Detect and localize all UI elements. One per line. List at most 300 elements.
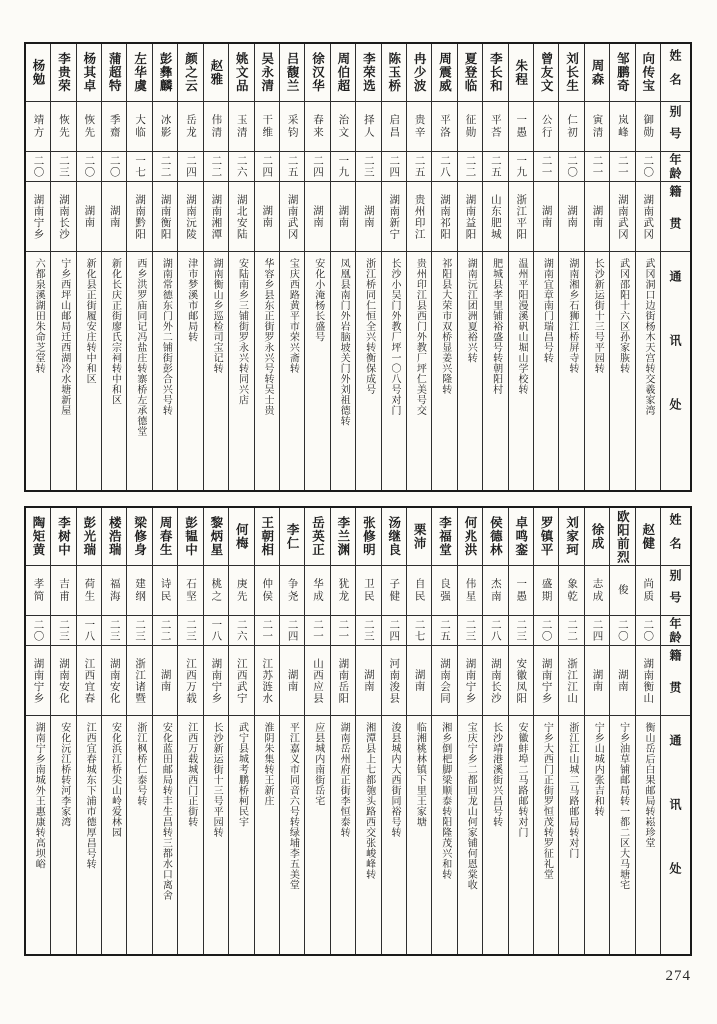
- person-native-place: 湖南安化: [51, 646, 75, 716]
- header-address-label: 通讯处: [661, 252, 690, 490]
- person-native-place: 湖南宁乡: [26, 182, 50, 252]
- person-age: 二〇: [534, 616, 558, 646]
- person-name: 彭韫中: [178, 508, 202, 566]
- person-alias: 俊: [610, 566, 634, 616]
- person-age: 一九: [331, 152, 355, 182]
- person-address: 长沙新运街十三号平园转: [585, 252, 609, 490]
- directory-table-lower: [24, 506, 692, 956]
- person-age: 二〇: [26, 616, 50, 646]
- person-age: 二三: [51, 152, 75, 182]
- person-alias: 建纲: [127, 566, 151, 616]
- header-name-label: 姓名: [661, 44, 690, 102]
- person-alias: 福海: [102, 566, 126, 616]
- person-age: 二〇: [636, 616, 660, 646]
- person-address: 安陆南乡三铺街罗永兴转同兴店: [229, 252, 253, 490]
- person-native-place: 湖南会同: [432, 646, 456, 716]
- person-alias: 卫民: [356, 566, 380, 616]
- person-alias: 寅清: [585, 102, 609, 152]
- person-native-place: 湖南: [102, 182, 126, 252]
- person-age: 二〇: [636, 152, 660, 182]
- person-name: 卓鸣銮: [509, 508, 533, 566]
- header-alias-label: 别号: [661, 566, 690, 616]
- person-alias: 仁初: [559, 102, 583, 152]
- person-native-place: 河南浚县: [382, 646, 406, 716]
- person-address: 临湘桃林镇下里王家塘: [407, 716, 431, 954]
- person-address: 安徽蚌埠二马路邮转对门: [509, 716, 533, 954]
- person-name: 冉少波: [407, 44, 431, 102]
- person-alias: 石坚: [178, 566, 202, 616]
- person-address: 应县城内南街岳宅: [305, 716, 329, 954]
- person-alias: 公行: [534, 102, 558, 152]
- person-column: [177, 508, 202, 954]
- person-age: 二四: [382, 152, 406, 182]
- person-native-place: 湖南黔阳: [127, 182, 151, 252]
- person-address: 新化长庆正街廖氏宗祠转中和区: [102, 252, 126, 490]
- person-age: 二一: [610, 152, 634, 182]
- person-age: 二四: [280, 616, 304, 646]
- person-age: 二五: [280, 152, 304, 182]
- person-column: [330, 44, 355, 490]
- person-alias: 自民: [407, 566, 431, 616]
- person-native-place: 湖南: [559, 182, 583, 252]
- person-native-place: 湖南: [305, 182, 329, 252]
- person-native-place: 湖南安化: [102, 646, 126, 716]
- person-name: 蒲超特: [102, 44, 126, 102]
- person-address: 江西万载城西门正街转: [178, 716, 202, 954]
- person-column: [330, 508, 355, 954]
- person-native-place: 湖南宁乡: [204, 646, 228, 716]
- person-native-place: 湖北安陆: [229, 182, 253, 252]
- person-name: 李贵荣: [51, 44, 75, 102]
- person-alias: 平荅: [483, 102, 507, 152]
- person-alias: 诗民: [153, 566, 177, 616]
- person-address: 宁乡油草铺邮局转一都二区大马塘宅: [610, 716, 634, 954]
- person-age: 二三: [178, 616, 202, 646]
- person-native-place: 湖南: [280, 646, 304, 716]
- person-name: 李仁: [280, 508, 304, 566]
- person-alias: 志成: [585, 566, 609, 616]
- person-column: [635, 44, 660, 490]
- person-address: 浙江枫桥仁泰号转: [127, 716, 151, 954]
- person-address: 肥城县孝里铺裕盛号转朝阳村: [483, 252, 507, 490]
- person-age: 二五: [407, 152, 431, 182]
- person-address: 武冈洞口边街杨木天宫转交羲家湾: [636, 252, 660, 490]
- person-address: 六都泉溪湖田朱命芝堂转: [26, 252, 50, 490]
- person-alias: 一愚: [509, 566, 533, 616]
- person-alias: 大临: [127, 102, 151, 152]
- person-native-place: 湖南新宁: [382, 182, 406, 252]
- person-address: 长沙小吴门外教厂坪一〇八号对门: [382, 252, 406, 490]
- person-address: 安化沅江桥转河李家湾: [51, 716, 75, 954]
- person-address: 浚县城内大西街同裕号转: [382, 716, 406, 954]
- person-native-place: 湖南: [356, 646, 380, 716]
- person-name: 杨其卓: [77, 44, 101, 102]
- person-column: [304, 44, 329, 490]
- person-age: 二〇: [26, 152, 50, 182]
- person-alias: 干维: [255, 102, 279, 152]
- person-native-place: 湖南益阳: [458, 182, 482, 252]
- person-name: 李荣选: [356, 44, 380, 102]
- person-name: 王朝相: [255, 508, 279, 566]
- person-alias: 杰南: [483, 566, 507, 616]
- person-name: 楼浩瑞: [102, 508, 126, 566]
- person-column: [508, 508, 533, 954]
- header-native-label: 籍贯: [661, 182, 690, 252]
- person-alias: 平洛: [432, 102, 456, 152]
- person-alias: 华成: [305, 566, 329, 616]
- person-age: 一九: [509, 152, 533, 182]
- person-address: 长沙新运街十三号平园转: [204, 716, 228, 954]
- person-age: 二一: [585, 152, 609, 182]
- person-age: 一八: [204, 616, 228, 646]
- person-column: [177, 44, 202, 490]
- person-age: 二八: [483, 616, 507, 646]
- person-column: [355, 44, 380, 490]
- person-column: [203, 44, 228, 490]
- person-native-place: 浙江平阳: [509, 182, 533, 252]
- person-name: 陈玉桥: [382, 44, 406, 102]
- person-native-place: 湖南岳阳: [331, 646, 355, 716]
- table-header-column: [660, 508, 690, 954]
- person-address: 湘乡倒杷脚梁顺泰转阳隆茂兴和转: [432, 716, 456, 954]
- person-age: 二四: [178, 152, 202, 182]
- person-name: 邹鹏奇: [610, 44, 634, 102]
- person-native-place: 浙江江山: [559, 646, 583, 716]
- person-address: 华容乡县东正街罗永兴号转吴士贵: [255, 252, 279, 490]
- person-column: [584, 508, 609, 954]
- person-column: [126, 508, 151, 954]
- person-name: 周震威: [432, 44, 456, 102]
- person-alias: 仲侯: [255, 566, 279, 616]
- person-name: 周森: [585, 44, 609, 102]
- person-native-place: 湖南: [77, 182, 101, 252]
- person-age: 二三: [356, 616, 380, 646]
- person-native-place: 湖南: [356, 182, 380, 252]
- person-name: 李长和: [483, 44, 507, 102]
- person-name: 朱程: [509, 44, 533, 102]
- person-column: [254, 508, 279, 954]
- person-address: 新化县正街履安庄转中和区: [77, 252, 101, 490]
- person-name: 何兆洪: [458, 508, 482, 566]
- person-column: [558, 508, 583, 954]
- person-address: 安化小淹杨长盛号: [305, 252, 329, 490]
- person-name: 赵健: [636, 508, 660, 566]
- person-address: 浙江桥同仁恒全兴转衡保成号: [356, 252, 380, 490]
- person-native-place: 江西万载: [178, 646, 202, 716]
- person-column: [203, 508, 228, 954]
- header-native-label: 籍贯: [661, 646, 690, 716]
- person-column: [152, 508, 177, 954]
- person-native-place: 安徽凤阳: [509, 646, 533, 716]
- person-address: 湘潭县上七都匏头路西交张峻峰转: [356, 716, 380, 954]
- person-native-place: 湖南: [255, 182, 279, 252]
- person-address: 安化浜江桥尖山岭爱林园: [102, 716, 126, 954]
- person-alias: 冰影: [153, 102, 177, 152]
- person-name: 陶矩黄: [26, 508, 50, 566]
- header-age-label: 年龄: [661, 152, 690, 182]
- person-name: 刘家珂: [559, 508, 583, 566]
- person-native-place: 山西应县: [305, 646, 329, 716]
- person-age: 二〇: [559, 152, 583, 182]
- person-address: 宁乡西坪山邮局迁西湖冷水塘新屋: [51, 252, 75, 490]
- person-alias: 征勋: [458, 102, 482, 152]
- header-name-label: 姓名: [661, 508, 690, 566]
- person-native-place: 湖南: [331, 182, 355, 252]
- person-name: 黎炳星: [204, 508, 228, 566]
- person-age: 二六: [229, 616, 253, 646]
- person-column: [101, 44, 126, 490]
- header-address-label: 通讯处: [661, 716, 690, 954]
- person-age: 一七: [127, 152, 151, 182]
- person-column: [431, 44, 456, 490]
- person-column: [304, 508, 329, 954]
- person-address: 平江嘉义市同音六号转绿埔李五美堂: [280, 716, 304, 954]
- person-age: 二四: [585, 616, 609, 646]
- person-name: 张修明: [356, 508, 380, 566]
- person-column: [533, 508, 558, 954]
- person-age: 二二: [153, 616, 177, 646]
- person-name: 姚文品: [229, 44, 253, 102]
- person-address: 湖南宜章南门瑞昌号转: [534, 252, 558, 490]
- person-alias: 靖方: [26, 102, 50, 152]
- person-age: 二一: [331, 616, 355, 646]
- person-age: 二一: [305, 616, 329, 646]
- person-native-place: 湖南: [610, 646, 634, 716]
- table-header-column: [660, 44, 690, 490]
- person-column: [457, 44, 482, 490]
- person-column: [279, 44, 304, 490]
- person-name: 刘长生: [559, 44, 583, 102]
- person-native-place: 江西宜春: [77, 646, 101, 716]
- person-name: 李兰渊: [331, 508, 355, 566]
- person-address: 宝庆宁乡二都回龙山何家铺何恩棠收: [458, 716, 482, 954]
- person-alias: 伟清: [204, 102, 228, 152]
- person-address: 湖南宁乡南城外王惠康转高坝峪: [26, 716, 50, 954]
- person-native-place: 湖南湘潭: [204, 182, 228, 252]
- person-alias: 恢先: [51, 102, 75, 152]
- directory-table-upper: [24, 42, 692, 492]
- person-age: 二二: [458, 152, 482, 182]
- person-name: 何梅: [229, 508, 253, 566]
- person-name: 徐成: [585, 508, 609, 566]
- person-address: 西乡洪罗庙同记冯盐庄转寨桥左承德堂: [127, 252, 151, 490]
- person-column: [355, 508, 380, 954]
- header-age-label: 年龄: [661, 616, 690, 646]
- person-native-place: 江苏涟水: [255, 646, 279, 716]
- person-age: 二五: [432, 616, 456, 646]
- person-name: 彭彝麟: [153, 44, 177, 102]
- person-alias: 岚峰: [610, 102, 634, 152]
- person-alias: 盛期: [534, 566, 558, 616]
- person-column: [609, 508, 634, 954]
- person-column: [558, 44, 583, 490]
- person-alias: 采钧: [280, 102, 304, 152]
- person-age: 二四: [255, 152, 279, 182]
- person-column: [381, 44, 406, 490]
- person-name: 李福堂: [432, 508, 456, 566]
- person-address: 凤凰县南门外岩脑坡关门外刘祖德转: [331, 252, 355, 490]
- person-column: [406, 44, 431, 490]
- person-column: [228, 44, 253, 490]
- person-column: [457, 508, 482, 954]
- person-age: 二〇: [610, 616, 634, 646]
- person-column: [26, 508, 50, 954]
- person-native-place: 湖南宁乡: [26, 646, 50, 716]
- person-alias: 季齋: [102, 102, 126, 152]
- person-alias: 治文: [331, 102, 355, 152]
- person-column: [101, 508, 126, 954]
- person-alias: 一愚: [509, 102, 533, 152]
- person-native-place: 江西武宁: [229, 646, 253, 716]
- person-native-place: 湖南武冈: [610, 182, 634, 252]
- person-native-place: 湖南宁乡: [458, 646, 482, 716]
- person-address: 浙江江山城二马路邮局转对门: [559, 716, 583, 954]
- person-name: 颜之云: [178, 44, 202, 102]
- person-name: 杨勉: [26, 44, 50, 102]
- person-column: [482, 44, 507, 490]
- person-native-place: 湖南祁阳: [432, 182, 456, 252]
- person-age: 二三: [356, 152, 380, 182]
- person-name: 徐汉华: [305, 44, 329, 102]
- person-address: 安化蓝田邮局转丰生昌转三都水口离舍: [153, 716, 177, 954]
- person-native-place: 湖南武冈: [636, 182, 660, 252]
- person-name: 赵雅: [204, 44, 228, 102]
- person-native-place: 湖南衡山: [636, 646, 660, 716]
- person-column: [381, 508, 406, 954]
- person-native-place: 湖南宁乡: [534, 646, 558, 716]
- person-column: [533, 44, 558, 490]
- person-alias: 犹龙: [331, 566, 355, 616]
- person-address: 湖南沅江团洲夏裕兴转: [458, 252, 482, 490]
- person-name: 周伯超: [331, 44, 355, 102]
- person-alias: 庚先: [229, 566, 253, 616]
- person-native-place: 湖南: [534, 182, 558, 252]
- person-age: 二六: [229, 152, 253, 182]
- person-name: 夏登临: [458, 44, 482, 102]
- person-native-place: 贵州印江: [407, 182, 431, 252]
- person-address: 宝庆西路黄平市荣兴斋转: [280, 252, 304, 490]
- person-address: 湖南衡山乡巡检司宝记转: [204, 252, 228, 490]
- person-column: [431, 508, 456, 954]
- page-number: 274: [665, 968, 691, 984]
- person-name: 曾友文: [534, 44, 558, 102]
- person-native-place: 湖南长沙: [51, 182, 75, 252]
- person-age: 二三: [127, 616, 151, 646]
- person-age: 二〇: [77, 152, 101, 182]
- person-age: 二七: [407, 616, 431, 646]
- person-name: 周春生: [153, 508, 177, 566]
- person-native-place: 浙江诸暨: [127, 646, 151, 716]
- person-age: 二三: [51, 616, 75, 646]
- person-column: [609, 44, 634, 490]
- person-column: [126, 44, 151, 490]
- person-address: 淮阴朱集转王新庄: [255, 716, 279, 954]
- person-name: 李树中: [51, 508, 75, 566]
- person-alias: 择人: [356, 102, 380, 152]
- person-age: 二三: [458, 616, 482, 646]
- person-alias: 玉清: [229, 102, 253, 152]
- person-address: 湖南常德东门外二铺街彭合兴号转: [153, 252, 177, 490]
- person-column: [254, 44, 279, 490]
- person-age: 一八: [77, 616, 101, 646]
- person-alias: 御勋: [636, 102, 660, 152]
- person-address: 宁乡山城内张吉和转: [585, 716, 609, 954]
- person-column: [50, 44, 75, 490]
- person-alias: 伟星: [458, 566, 482, 616]
- person-age: 二三: [509, 616, 533, 646]
- person-address: 贵州印江县西门外教厂坪仁美号交: [407, 252, 431, 490]
- person-alias: 尚质: [636, 566, 660, 616]
- person-alias: 子健: [382, 566, 406, 616]
- person-alias: 春来: [305, 102, 329, 152]
- person-age: 二五: [483, 152, 507, 182]
- person-name: 左华虞: [127, 44, 151, 102]
- person-native-place: 湖南: [407, 646, 431, 716]
- person-name: 彭光瑞: [77, 508, 101, 566]
- person-age: 二四: [382, 616, 406, 646]
- person-column: [228, 508, 253, 954]
- person-alias: 贵辛: [407, 102, 431, 152]
- person-name: 向传宝: [636, 44, 660, 102]
- person-column: [50, 508, 75, 954]
- person-age: 二二: [559, 616, 583, 646]
- person-age: 二四: [305, 152, 329, 182]
- person-address: 湖南岳州府正街李恒泰转: [331, 716, 355, 954]
- person-alias: 启昌: [382, 102, 406, 152]
- person-address: 津市梦溪市邮局转: [178, 252, 202, 490]
- person-alias: 岳龙: [178, 102, 202, 152]
- person-column: [635, 508, 660, 954]
- person-native-place: 山东肥城: [483, 182, 507, 252]
- person-name: 岳英正: [305, 508, 329, 566]
- person-native-place: 湖南长沙: [483, 646, 507, 716]
- person-column: [76, 508, 101, 954]
- person-name: 欧阳前烈: [610, 508, 634, 566]
- person-address: 祁阳县大荣市双桥显姜兴隆转: [432, 252, 456, 490]
- person-age: 二三: [102, 616, 126, 646]
- person-column: [508, 44, 533, 490]
- person-address: 武宁县城考鹏桥柯民宇: [229, 716, 253, 954]
- person-column: [406, 508, 431, 954]
- person-column: [584, 44, 609, 490]
- person-alias: 恢先: [77, 102, 101, 152]
- person-alias: 桃之: [204, 566, 228, 616]
- person-age: 二二: [204, 152, 228, 182]
- person-name: 侯德林: [483, 508, 507, 566]
- person-native-place: 湖南沅陵: [178, 182, 202, 252]
- person-name: 梁修身: [127, 508, 151, 566]
- person-name: 吴永清: [255, 44, 279, 102]
- person-column: [76, 44, 101, 490]
- person-address: 武冈邵阳十六区孙家脄转: [610, 252, 634, 490]
- person-native-place: 湖南衡阳: [153, 182, 177, 252]
- person-alias: 争尧: [280, 566, 304, 616]
- person-address: 宁乡大西门正街罗恒茂转罗征礼堂: [534, 716, 558, 954]
- person-column: [279, 508, 304, 954]
- person-age: 二八: [432, 152, 456, 182]
- person-name: 汤继良: [382, 508, 406, 566]
- person-native-place: 湖南: [153, 646, 177, 716]
- person-name: 吕馥兰: [280, 44, 304, 102]
- person-alias: 吉甫: [51, 566, 75, 616]
- person-alias: 荷生: [77, 566, 101, 616]
- person-address: 江西宜春城东下浦市德厚昌号转: [77, 716, 101, 954]
- person-alias: 象乾: [559, 566, 583, 616]
- person-column: [152, 44, 177, 490]
- person-column: [482, 508, 507, 954]
- person-name: 栗沛: [407, 508, 431, 566]
- person-age: 二〇: [102, 152, 126, 182]
